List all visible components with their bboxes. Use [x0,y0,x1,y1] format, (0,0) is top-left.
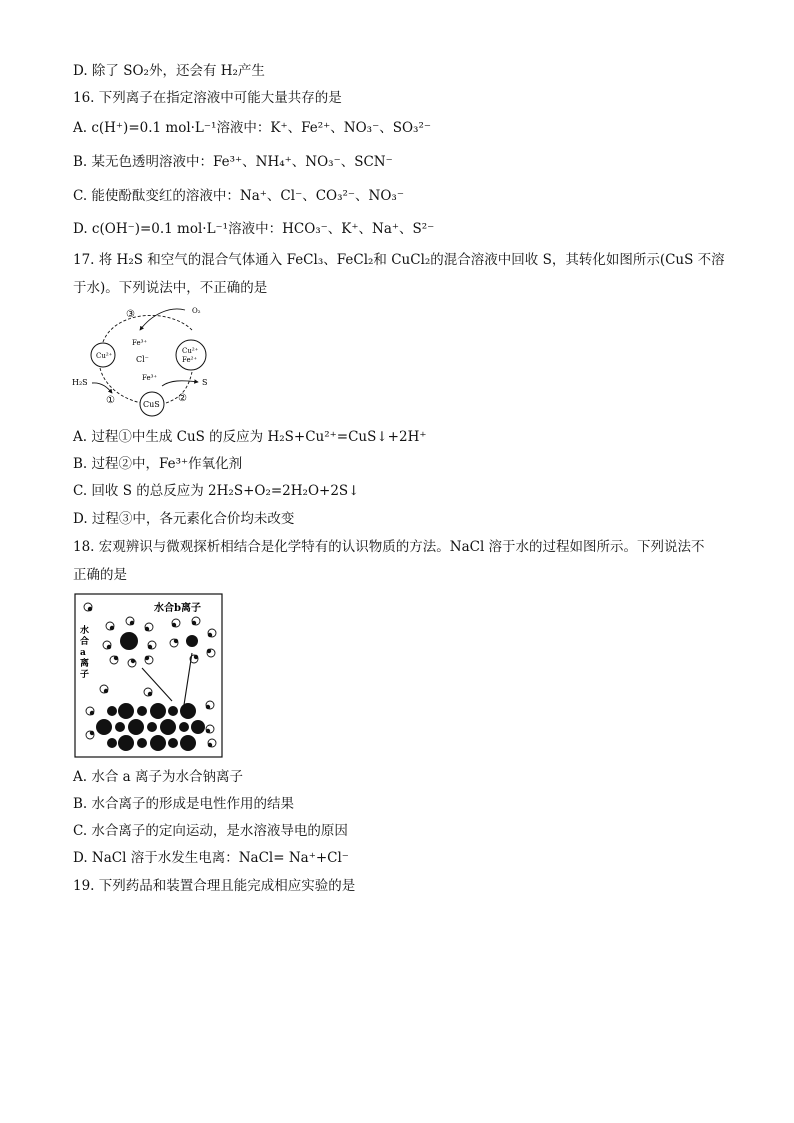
nacl-dissolution-diagram [74,593,224,759]
q16-option-d: D. c(OH⁻)=0.1 mol·L⁻¹溶液中：HCO₃⁻、K⁺、Na⁺、S²⁻ [73,221,435,237]
h2s-arrow [92,383,112,393]
s-arrow [162,381,198,386]
q19-stem: 19. 下列药品和装置合理且能完成相应实验的是 [73,878,356,894]
o2-arrow [140,309,185,330]
hydrated-b-ion-label: 水合b离子 [154,603,201,614]
step3-label: ③ [126,309,135,320]
q18-option-b: B. 水合离子的形成是电性作用的结果 [73,796,295,812]
cl-label: Cl⁻ [136,355,149,364]
q18-stem-2: 正确的是 [73,567,127,583]
q16-option-c: C. 能使酚酞变红的溶液中：Na⁺、Cl⁻、CO₃²⁻、NO₃⁻ [73,188,404,204]
svg-text:合: 合 [80,637,90,647]
q17-stem-2: 于水)。下列说法中，不正确的是 [73,280,268,296]
fe3-top-label: Fe³⁺ [132,339,148,347]
s-label: S [202,378,208,387]
svg-text:水: 水 [80,626,90,636]
cycle-path-top [103,315,192,342]
cu-right-label: Cu²⁺ [182,347,199,355]
q16-stem: 16. 下列离子在指定溶液中可能大量共存的是 [73,90,342,106]
sulfur-recovery-cycle-diagram [70,300,230,418]
svg-text:离: 离 [80,659,90,669]
svg-text:子: 子 [80,670,90,680]
q17-option-c: C. 回收 S 的总反应为 2H₂S+O₂=2H₂O+2S↓ [73,483,360,499]
q17-option-b: B. 过程②中，Fe³⁺作氧化剂 [73,456,243,472]
q16-option-a: A. c(H⁺)=0.1 mol·L⁻¹溶液中：K⁺、Fe²⁺、NO₃⁻、SO₃²⁻ [73,120,431,136]
q17-stem-1: 17. 将 H₂S 和空气的混合气体通入 FeCl₃、FeCl₂和 CuCl₂的混合溶液中回收 S，其转化如图所示(CuS 不溶 [73,252,725,268]
q18-option-a: A. 水合 a 离子为水合钠离子 [73,769,243,785]
svg-text:a: a [80,648,86,658]
h2s-label: H₂S [72,378,88,387]
cu-fe-circle-right [176,340,206,370]
q16-option-b: B. 某无色透明溶液中：Fe³⁺、NH₄⁺、NO₃⁻、SCN⁻ [73,154,393,170]
q18-stem-1: 18. 宏观辨识与微观探析相结合是化学特有的认识物质的方法。NaCl 溶于水的过程如图所示。下列说法不 [73,539,705,555]
fe2-right-label: Fe²⁺ [182,356,198,364]
q15-option-d: D. 除了 SO₂外，还会有 H₂产生 [73,63,265,79]
q18-option-c: C. 水合离子的定向运动，是水溶液导电的原因 [73,823,348,839]
o2-label: O₂ [192,307,201,315]
fe3-mid-label: Fe³⁺ [142,374,158,382]
cus-label: CuS [143,400,160,409]
q17-option-d: D. 过程③中，各元素化合价均未改变 [73,511,295,527]
step1-label: ① [106,395,115,406]
cu-left-label: Cu²⁺ [96,352,113,360]
step2-label: ② [178,393,187,404]
q17-option-a: A. 过程①中生成 CuS 的反应为 H₂S+Cu²⁺=CuS↓+2H⁺ [73,429,427,445]
q18-option-d: D. NaCl 溶于水发生电离：NaCl= Na⁺+Cl⁻ [73,850,349,866]
